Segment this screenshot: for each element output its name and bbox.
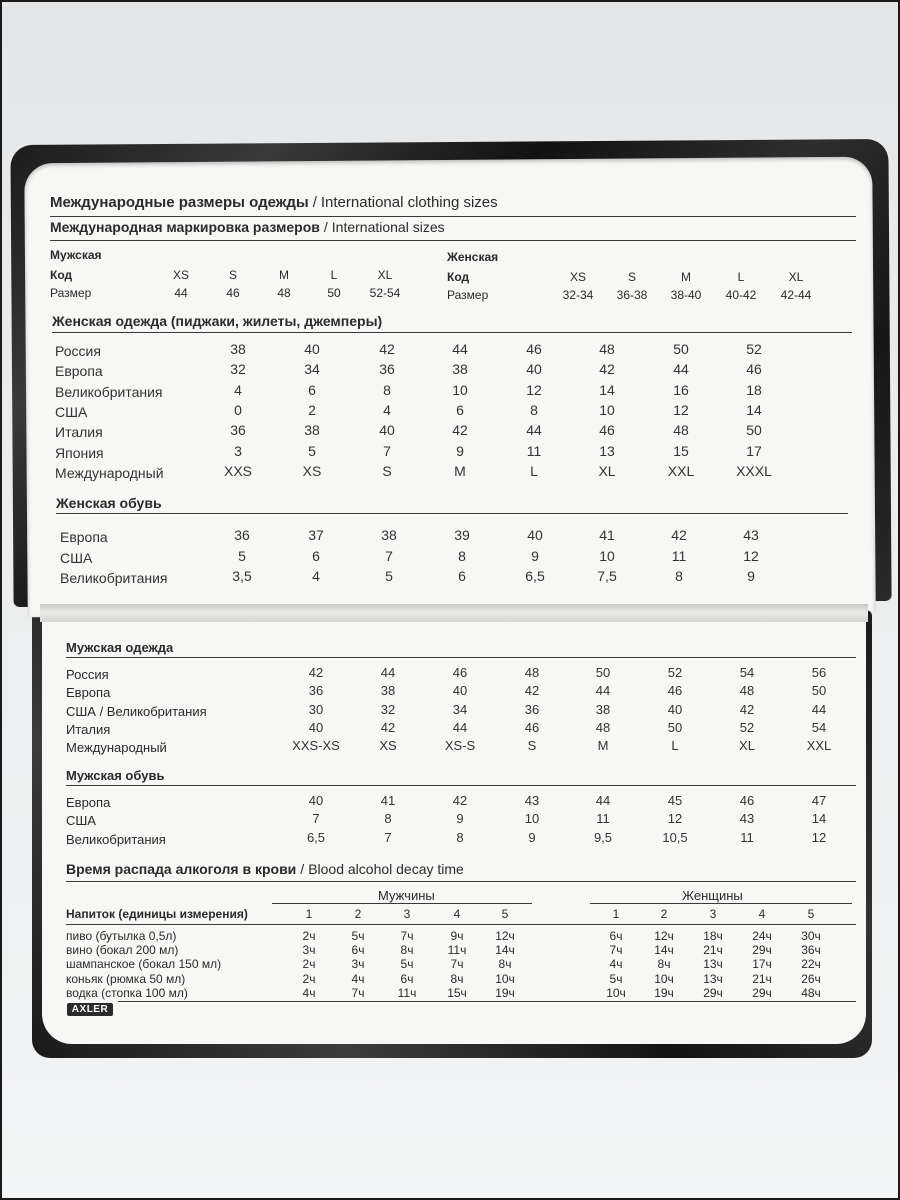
women-shoes-cell: 42 [671, 527, 687, 543]
men-decay-cell: 15ч [447, 985, 467, 1000]
men-clothing-cell: 48 [739, 683, 755, 699]
men-size-value: 50 [327, 286, 341, 300]
women-shoes-cell: 11 [671, 547, 687, 564]
women-unit-header: 4 [758, 907, 766, 921]
women-clothing-cell: 36 [379, 361, 395, 378]
men-unit-header: 3 [403, 907, 411, 921]
women-decay-cell: 30ч [801, 929, 821, 943]
men-clothing-row-label: Италия [66, 721, 111, 737]
alcohol-title-separator: / [300, 861, 305, 877]
men-shoes-cell: 7 [384, 829, 392, 845]
women-marking-title: Женская [447, 250, 499, 264]
women-shoes-cell: 9 [531, 547, 539, 564]
women-clothing-cell: 50 [746, 422, 762, 439]
women-clothing-title: Женская одежда (пиджаки, жилеты, джемперы) [52, 313, 383, 329]
women-shoes-cell: 4 [312, 568, 320, 584]
men-shoes-cell: 42 [452, 793, 468, 808]
women-clothing-rule [52, 332, 852, 333]
women-clothing-cell: 9 [456, 442, 464, 459]
women-unit-header: 3 [709, 907, 717, 921]
men-clothing-cell: 54 [739, 665, 755, 680]
women-decay-cell: 26ч [801, 971, 821, 986]
men-code-xs: XS [172, 268, 189, 282]
women-decay-cell: 10ч [606, 985, 626, 1000]
men-clothing-cell: 44 [811, 701, 827, 717]
alcohol-header-rule [66, 924, 856, 925]
men-shoes-cell: 41 [380, 793, 396, 808]
men-decay-cell: 14ч [495, 943, 515, 958]
men-decay-cell: 12ч [495, 929, 515, 943]
women-shoes-row-label: США [60, 549, 93, 566]
men-decay-cell: 11ч [397, 985, 417, 1000]
page-fold [40, 604, 868, 622]
women-clothing-cell: 14 [746, 401, 762, 418]
men-clothing-cell: 46 [452, 665, 468, 680]
men-shoes-row-label: США [66, 813, 96, 829]
men-decay-cell: 11ч [447, 943, 467, 958]
men-decay-cell: 8ч [450, 971, 464, 986]
women-shoes-cell: 10 [599, 547, 615, 564]
men-clothing-cell: 42 [308, 665, 324, 680]
men-shoes-cell: 45 [667, 793, 683, 808]
main-title [50, 194, 498, 211]
women-decay-cell: 29ч [703, 985, 723, 1000]
women-clothing-cell: 48 [599, 341, 615, 357]
women-clothing-cell: 50 [673, 341, 689, 357]
men-clothing-cell: 48 [595, 719, 611, 735]
women-clothing-cell: 44 [673, 361, 689, 378]
men-clothing-cell: 50 [811, 683, 827, 699]
women-code-s: S [627, 270, 636, 284]
women-clothing-cell: 40 [304, 341, 320, 357]
men-clothing-cell: 40 [452, 683, 468, 699]
women-shoes-cell: 6 [458, 568, 466, 584]
women-decay-cell: 6ч [609, 929, 623, 943]
women-clothing-cell: 40 [526, 361, 542, 378]
men-clothing-cell: 42 [524, 683, 540, 699]
subtitle-en: International sizes [331, 219, 445, 235]
men-clothing-cell: 48 [524, 665, 540, 680]
women-shoes-rule [56, 513, 848, 514]
men-shoes-cell: 12 [667, 811, 683, 827]
women-decay-cell: 13ч [703, 971, 723, 986]
men-shoes-cell: 8 [456, 829, 464, 845]
men-decay-cell: 8ч [400, 943, 414, 958]
drink-row-label: вино (бокал 200 мл) [66, 943, 179, 958]
men-decay-cell: 2ч [302, 929, 316, 943]
axler-logo: AXLER [67, 1003, 113, 1016]
women-clothing-cell: 46 [746, 361, 762, 378]
women-decay-cell: 10ч [654, 971, 674, 986]
women-clothing-cell: M [454, 462, 466, 479]
men-shoes-cell: 7 [312, 811, 320, 827]
women-clothing-cell: 16 [673, 381, 689, 398]
subtitle [50, 219, 445, 235]
women-clothing-cell: 42 [379, 341, 395, 357]
men-shoes-cell: 11 [596, 811, 610, 827]
women-unit-header: 1 [612, 907, 620, 921]
women-decay-cell: 29ч [752, 985, 772, 1000]
men-decay-cell: 6ч [400, 971, 414, 986]
men-code-label: Код [50, 268, 73, 282]
women-clothing-cell: 44 [452, 341, 468, 357]
men-decay-cell: 9ч [450, 929, 464, 943]
women-code-m: M [681, 270, 691, 284]
women-code-xl: XL [788, 270, 804, 284]
women-clothing-cell: 2 [308, 401, 316, 418]
women-clothing-cell: L [530, 462, 538, 479]
drink-row-label: пиво (бутылка 0,5л) [66, 929, 177, 943]
women-shoes-cell: 3,5 [232, 568, 252, 584]
main-title-ru: Международные размеры одежды [50, 194, 309, 211]
women-decay-cell: 4ч [609, 957, 623, 972]
men-clothing-cell: L [671, 738, 679, 754]
women-clothing-cell: XS [302, 462, 322, 479]
women-clothing-cell: XXS [223, 462, 252, 479]
women-clothing-cell: S [382, 462, 392, 479]
women-shoes-cell: 8 [458, 547, 466, 564]
women-clothing-row-label: Россия [55, 343, 101, 359]
men-clothing-cell: XXL [806, 738, 832, 754]
drink-row-label: водка (стопка 100 мл) [66, 985, 188, 1000]
women-clothing-cell: 38 [304, 422, 320, 439]
women-shoes-title: Женская обувь [56, 495, 162, 511]
women-decay-cell: 24ч [752, 929, 772, 943]
men-clothing-cell: 44 [380, 665, 396, 680]
women-size-label: Размер [447, 288, 489, 302]
women-clothing-cell: 8 [383, 381, 391, 398]
women-clothing-cell: 12 [673, 401, 689, 418]
women-clothing-cell: 18 [746, 381, 762, 398]
women-clothing-cell: 11 [526, 442, 542, 459]
men-clothing-cell: 34 [452, 701, 468, 717]
men-clothing-row-label: США / Великобритания [66, 703, 207, 719]
men-size-value: 46 [226, 286, 240, 300]
men-clothing-row-label: Международный [66, 740, 167, 756]
women-shoes-row-label: Великобритания [60, 570, 168, 586]
men-clothing-cell: 46 [524, 719, 540, 735]
men-size-value: 48 [277, 286, 291, 300]
women-clothing-cell: 4 [234, 381, 242, 398]
men-code-m: M [279, 268, 289, 282]
men-shoes-cell: 44 [595, 793, 611, 808]
women-clothing-cell: 46 [526, 341, 542, 357]
men-decay-cell: 4ч [302, 985, 316, 1000]
men-clothing-cell: 36 [524, 701, 540, 717]
women-clothing-cell: 14 [599, 381, 615, 398]
men-clothing-cell: 44 [595, 683, 611, 699]
women-clothing-cell: 46 [599, 422, 615, 439]
subtitle-rule [50, 240, 856, 241]
men-clothing-cell: 42 [739, 701, 755, 717]
women-code-xs: XS [569, 270, 586, 284]
women-shoes-row-label: Европа [60, 529, 108, 545]
women-decay-cell: 21ч [752, 971, 772, 986]
women-clothing-cell: 0 [234, 401, 242, 418]
women-decay-cell: 17ч [752, 957, 772, 972]
men-clothing-cell: 40 [308, 719, 324, 735]
men-shoes-row-label: Великобритания [66, 831, 166, 847]
men-code-xl: XL [377, 268, 393, 282]
women-clothing-cell: 40 [379, 422, 395, 439]
women-size-value: 40-42 [725, 288, 757, 302]
women-clothing-row-label: Международный [55, 464, 164, 481]
women-shoes-cell: 40 [527, 527, 543, 543]
women-clothing-cell: 5 [308, 442, 316, 459]
women-shoes-cell: 7 [385, 547, 393, 564]
men-shoes-rule [66, 785, 856, 786]
women-decay-cell: 29ч [752, 943, 772, 958]
men-size-value: 44 [174, 286, 188, 300]
alcohol-title-en: Blood alcohol decay time [308, 861, 464, 877]
women-clothing-row-label: США [55, 403, 88, 420]
men-clothing-cell: 40 [667, 701, 683, 717]
women-clothing-row-label: Великобритания [55, 383, 163, 400]
women-decay-cell: 5ч [609, 971, 623, 986]
men-clothing-cell: 30 [308, 701, 324, 717]
women-decay-cell: 13ч [703, 957, 723, 972]
men-shoes-title: Мужская обувь [66, 768, 165, 783]
men-shoes-cell: 10,5 [662, 829, 688, 845]
men-clothing-cell: 52 [667, 665, 683, 680]
women-clothing-cell: 34 [304, 361, 320, 378]
men-shoes-cell: 40 [308, 793, 324, 808]
women-clothing-row-label: Япония [55, 444, 104, 461]
women-decay-cell: 21ч [703, 943, 723, 958]
main-title-rule [50, 216, 856, 217]
men-decay-cell: 7ч [351, 985, 365, 1000]
women-shoes-cell: 36 [234, 527, 250, 543]
men-decay-cell: 5ч [351, 929, 365, 943]
men-shoes-cell: 11 [740, 829, 754, 845]
women-decay-cell: 36ч [801, 943, 821, 958]
women-clothing-cell: XL [598, 462, 616, 479]
men-clothing-cell: 46 [667, 683, 683, 699]
women-clothing-cell: 4 [383, 401, 391, 418]
men-clothing-cell: 32 [380, 701, 396, 717]
men-clothing-cell: XS [379, 738, 397, 754]
women-clothing-cell: 42 [599, 361, 615, 378]
women-decay-cell: 14ч [654, 943, 674, 958]
women-code-l: L [737, 270, 745, 284]
men-clothing-title: Мужская одежда [66, 640, 174, 655]
men-clothing-row-label: Россия [66, 667, 109, 682]
men-clothing-cell: 50 [595, 665, 611, 680]
women-shoes-cell: 41 [599, 527, 615, 543]
alcohol-title-rule [66, 881, 856, 882]
women-clothing-row-label: Италия [55, 424, 103, 441]
men-code-l: L [330, 268, 338, 282]
men-decay-cell: 3ч [302, 943, 316, 958]
men-decay-cell: 5ч [400, 957, 414, 972]
women-clothing-cell: 17 [746, 442, 762, 459]
men-clothing-row-label: Европа [66, 685, 111, 701]
men-clothing-cell: 50 [667, 719, 683, 735]
women-clothing-cell: 6 [308, 381, 316, 398]
main-title-separator: / [312, 194, 317, 211]
men-unit-header: 2 [354, 907, 362, 921]
men-clothing-cell: 42 [380, 719, 396, 735]
women-size-value: 36-38 [616, 288, 648, 302]
women-size-value: 32-34 [562, 288, 594, 302]
women-shoes-cell: 12 [743, 547, 759, 564]
women-clothing-cell: 32 [230, 361, 246, 378]
men-clothing-cell: 44 [452, 719, 468, 735]
men-group-label: Мужчины [378, 888, 435, 903]
women-size-value: 38-40 [670, 288, 702, 302]
men-clothing-rule [66, 657, 856, 658]
men-size-label: Размер [50, 286, 92, 300]
men-clothing-cell: 54 [811, 719, 827, 735]
men-clothing-cell: S [527, 738, 537, 754]
women-shoes-cell: 43 [743, 527, 759, 543]
women-shoes-cell: 6,5 [525, 568, 545, 584]
women-clothing-cell: 10 [599, 401, 615, 418]
drink-row-label: коньяк (рюмка 50 мл) [66, 971, 186, 986]
men-shoes-cell: 47 [811, 793, 827, 808]
alcohol-title-ru: Время распада алкоголя в крови [66, 861, 297, 877]
men-clothing-cell: 56 [811, 665, 827, 680]
subtitle-ru: Международная маркировка размеров [50, 219, 320, 235]
women-clothing-cell: 36 [230, 422, 246, 439]
men-decay-cell: 6ч [351, 943, 365, 958]
main-title-en: International clothing sizes [320, 194, 498, 211]
men-decay-cell: 2ч [302, 971, 316, 986]
drink-header: Напиток (единицы измерения) [66, 907, 248, 921]
women-shoes-cell: 8 [675, 568, 683, 584]
women-group-rule [590, 903, 852, 904]
women-shoes-cell: 9 [747, 568, 755, 584]
women-unit-header: 5 [807, 907, 815, 921]
women-clothing-cell: 12 [526, 381, 542, 398]
men-group-rule [272, 903, 532, 904]
men-shoes-cell: 43 [524, 793, 540, 808]
men-shoes-cell: 14 [811, 811, 827, 827]
women-clothing-cell: 38 [230, 341, 246, 357]
women-clothing-cell: 52 [746, 341, 762, 357]
women-clothing-cell: 8 [530, 401, 538, 418]
men-decay-cell: 7ч [450, 957, 464, 972]
women-clothing-cell: 13 [599, 442, 615, 459]
men-decay-cell: 4ч [351, 971, 365, 986]
men-marking-title: Мужская [50, 248, 102, 262]
women-clothing-cell: 7 [383, 442, 391, 459]
men-size-value: 52-54 [369, 286, 401, 300]
men-shoes-cell: 46 [739, 793, 755, 808]
men-decay-cell: 19ч [495, 985, 515, 1000]
men-clothing-cell: XL [739, 738, 755, 754]
women-shoes-cell: 38 [381, 527, 397, 543]
women-shoes-cell: 7,5 [597, 568, 617, 584]
men-clothing-cell: XXS-XS [292, 738, 340, 754]
men-shoes-cell: 43 [739, 811, 755, 827]
men-unit-header: 1 [305, 907, 313, 921]
men-clothing-cell: XS-S [444, 738, 476, 754]
men-shoes-cell: 8 [384, 811, 392, 827]
women-shoes-cell: 37 [308, 527, 324, 543]
men-decay-cell: 7ч [400, 929, 414, 943]
women-clothing-cell: 3 [234, 442, 242, 459]
women-clothing-cell: 44 [526, 422, 542, 439]
women-clothing-cell: 48 [673, 422, 689, 439]
women-decay-cell: 48ч [801, 985, 821, 1000]
women-decay-cell: 7ч [609, 943, 623, 958]
women-clothing-cell: XXXL [736, 462, 772, 479]
women-clothing-cell: 15 [673, 442, 689, 459]
subtitle-separator: / [323, 219, 328, 235]
women-clothing-cell: 38 [452, 361, 468, 378]
men-decay-cell: 2ч [302, 957, 316, 972]
men-shoes-cell: 9 [456, 811, 464, 827]
men-shoes-cell: 12 [811, 829, 827, 845]
men-shoes-cell: 10 [524, 811, 540, 827]
alcohol-bottom-rule [118, 1001, 856, 1002]
men-unit-header: 4 [453, 907, 461, 921]
women-decay-cell: 18ч [703, 929, 723, 943]
drink-row-label: шампанское (бокал 150 мл) [66, 957, 222, 972]
men-clothing-cell: 38 [595, 701, 611, 717]
women-decay-cell: 8ч [657, 957, 671, 972]
women-clothing-cell: 6 [456, 401, 464, 418]
women-decay-cell: 22ч [801, 957, 821, 972]
men-shoes-cell: 9,5 [593, 829, 613, 845]
men-clothing-cell: 52 [739, 719, 755, 735]
women-code-label: Код [447, 270, 470, 284]
women-shoes-cell: 5 [238, 547, 246, 564]
women-decay-cell: 12ч [654, 929, 674, 943]
women-decay-cell: 19ч [654, 985, 674, 1000]
alcohol-title [66, 861, 464, 877]
men-shoes-cell: 9 [528, 829, 536, 845]
men-clothing-cell: 38 [380, 683, 396, 699]
men-decay-cell: 3ч [351, 957, 365, 972]
men-clothing-cell: 36 [308, 683, 324, 699]
women-clothing-cell: XXL [667, 462, 695, 479]
women-shoes-cell: 6 [312, 547, 320, 564]
women-unit-header: 2 [660, 907, 668, 921]
men-shoes-row-label: Европа [66, 795, 111, 810]
women-group-label: Женщины [682, 888, 743, 903]
women-size-value: 42-44 [780, 288, 812, 302]
women-shoes-cell: 39 [454, 527, 470, 543]
women-clothing-cell: 42 [452, 422, 468, 439]
women-shoes-cell: 5 [385, 568, 393, 584]
men-decay-cell: 10ч [495, 971, 515, 986]
men-unit-header: 5 [501, 907, 509, 921]
men-code-s: S [228, 268, 237, 282]
men-clothing-cell: M [597, 738, 609, 754]
women-clothing-cell: 10 [452, 381, 468, 398]
men-shoes-cell: 6,5 [306, 829, 326, 845]
women-clothing-row-label: Европа [55, 363, 103, 380]
men-decay-cell: 8ч [498, 957, 512, 972]
